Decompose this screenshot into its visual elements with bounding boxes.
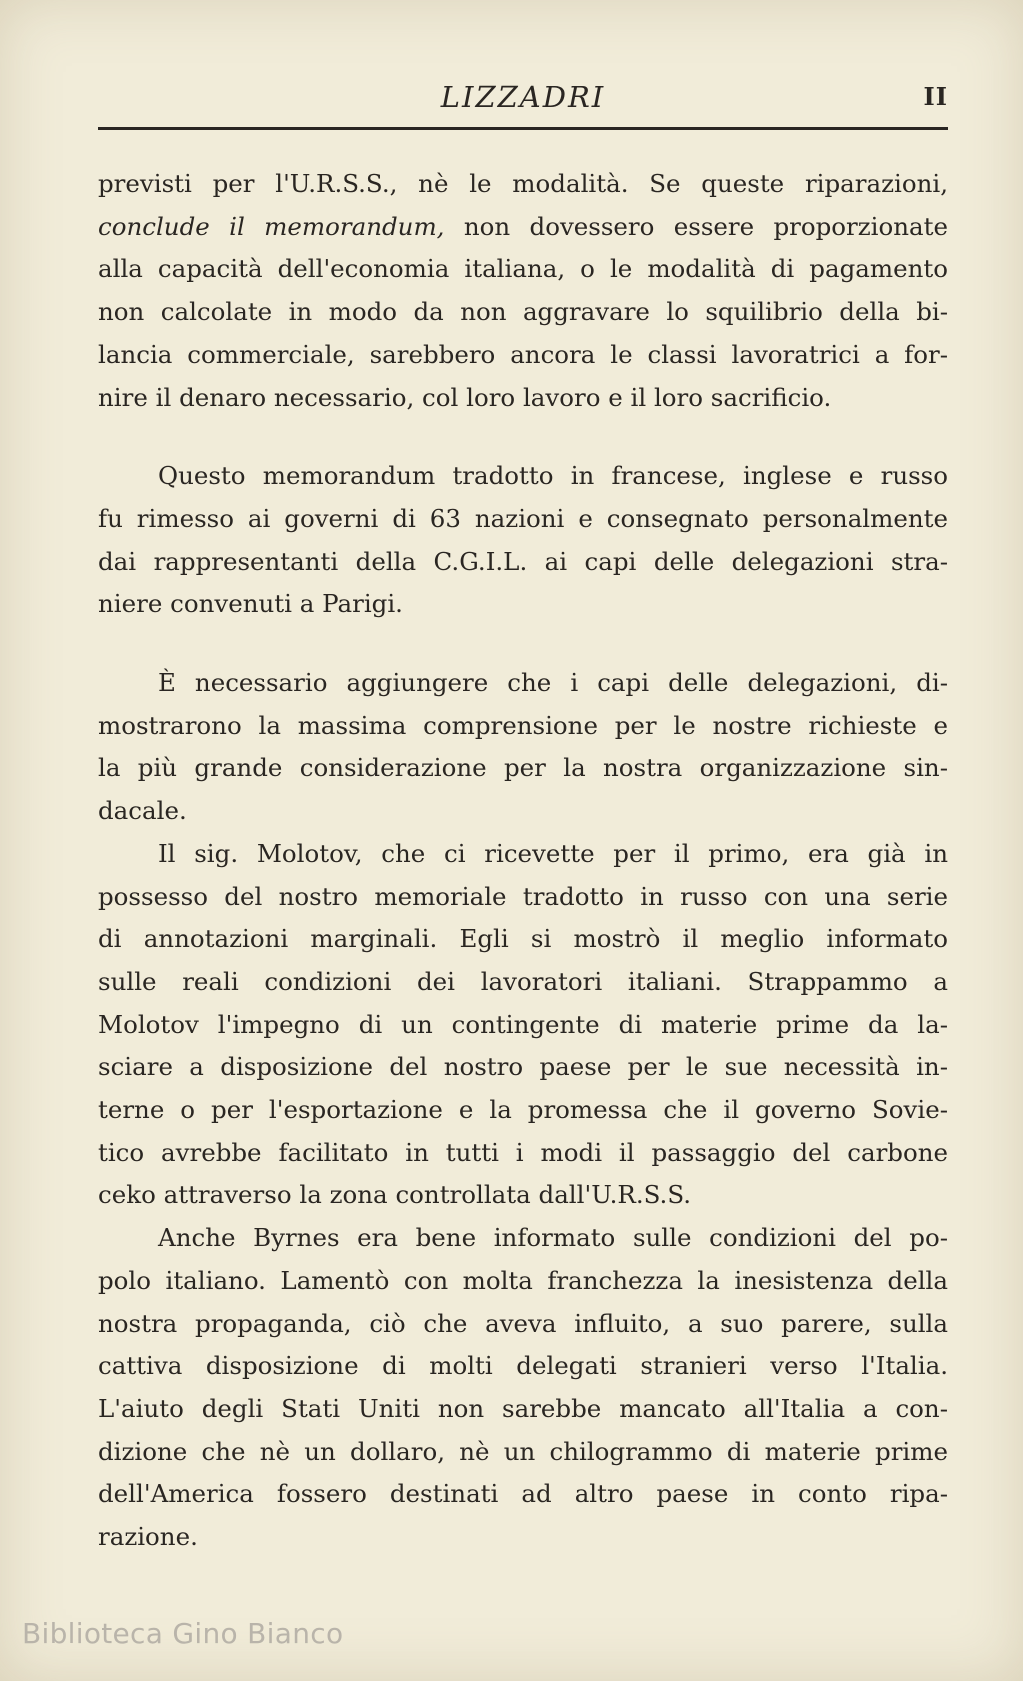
- text-line: Anche Byrnes era bene informato sulle condizioni del po-: [158, 1223, 948, 1253]
- text-line: ceko attraverso la zona controllata dall'U.R.S.S.: [98, 1180, 692, 1210]
- text-line: L'aiuto degli Stati Uniti non sarebbe mancato all'Italia a con-: [98, 1393, 948, 1423]
- text-line: Il sig. Molotov, che ci ricevette per il primo, era già in: [158, 838, 948, 868]
- text-line: alla capacità dell'economia italiana, o le modalità di pagamento: [98, 254, 948, 284]
- text-line: sciare a disposizione del nostro paese per le sue necessità in-: [98, 1052, 948, 1082]
- text-line: polo italiano. Lamentò con molta franchezza la inesistenza della: [98, 1265, 948, 1295]
- header-rule: [98, 127, 948, 130]
- text-line: È necessario aggiungere che i capi delle delegazioni, di-: [158, 668, 948, 698]
- text-line: possesso del nostro memoriale tradotto in russo con una serie: [98, 881, 948, 911]
- text-line: nostra propaganda, ciò che aveva influito, a suo parere, sulla: [98, 1308, 948, 1338]
- body-text: [98, 163, 948, 1559]
- paragraph-2: [98, 455, 948, 626]
- page-number: II: [923, 82, 948, 111]
- text-line: dacale.: [98, 796, 187, 826]
- text-line: dai rappresentanti della C.G.I.L. ai capi delle delegazioni stra-: [98, 546, 948, 576]
- text-line: di annotazioni marginali. Egli si mostrò il meglio informato: [98, 924, 948, 954]
- text-line: terne o per l'esportazione e la promessa che il governo Sovie-: [98, 1095, 948, 1125]
- paragraph-4: [98, 833, 948, 1217]
- text-line: nire il denaro necessario, col loro lavoro e il loro sacrificio.: [98, 382, 832, 412]
- running-title: LIZZADRI: [440, 80, 606, 114]
- paragraph-3: [98, 662, 948, 833]
- text-line: fu rimesso ai governi di 63 nazioni e consegnato personalmente: [98, 503, 948, 533]
- text-line: dizione che nè un dollaro, nè un chilogrammo di materie prime: [98, 1436, 948, 1466]
- text-line: razione.: [98, 1522, 198, 1552]
- library-watermark: Biblioteca Gino Bianco: [22, 1617, 344, 1650]
- paragraph-5: [98, 1217, 948, 1559]
- text-line: niere convenuti a Parigi.: [98, 589, 403, 619]
- text-line: mostrarono la massima comprensione per le nostre richieste e: [98, 710, 948, 740]
- text-line: cattiva disposizione di molti delegati stranieri verso l'Italia.: [98, 1351, 948, 1381]
- paragraph-1: [98, 163, 948, 419]
- text-line: Questo memorandum tradotto in francese, inglese e russo: [158, 461, 948, 491]
- text-line: dell'America fossero destinati ad altro paese in conto ripa-: [98, 1479, 948, 1509]
- text-line: Molotov l'impegno di un contingente di materie prime da la-: [98, 1009, 948, 1039]
- text-line: non calcolate in modo da non aggravare lo squilibrio della bi-: [98, 297, 948, 327]
- text-line: tico avrebbe facilitato in tutti i modi il passaggio del carbone: [98, 1137, 948, 1167]
- text-line: la più grande considerazione per la nostra organizzazione sin-: [98, 753, 948, 783]
- text-line: lancia commerciale, sarebbero ancora le classi lavoratrici a for-: [98, 339, 948, 369]
- running-header: [98, 78, 948, 118]
- text-line: previsti per l'U.R.S.S., nè le modalità. Se queste riparazioni,: [98, 169, 948, 198]
- text-line: conclude il memorandum, non dovessero essere proporzionate: [98, 211, 948, 241]
- text-line: sulle reali condizioni dei lavoratori italiani. Strappammo a: [98, 966, 948, 996]
